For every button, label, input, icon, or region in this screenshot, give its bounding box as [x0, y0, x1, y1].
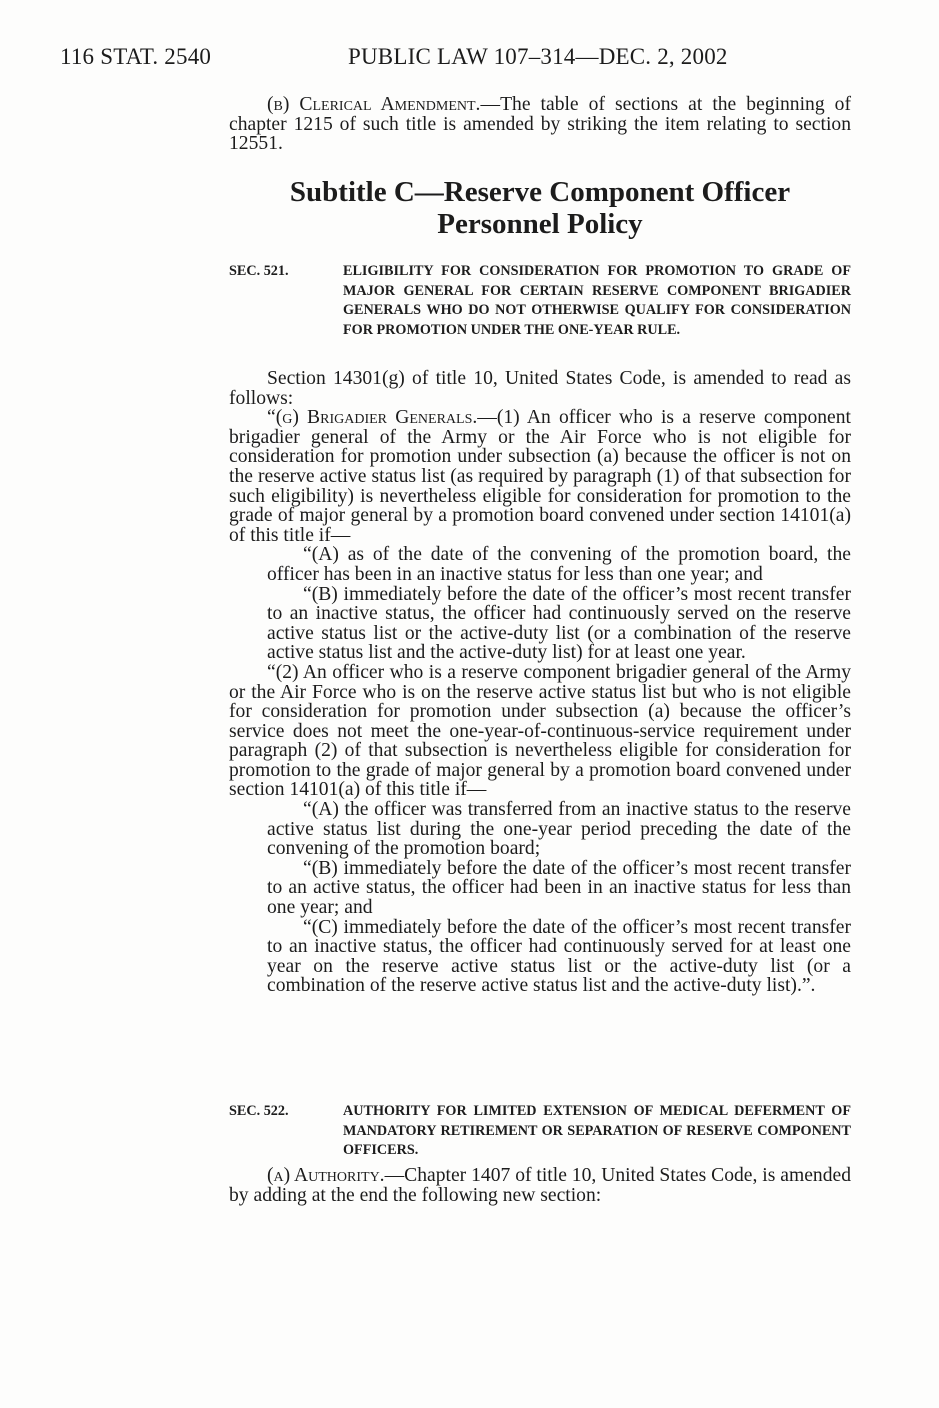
subsection-g-2-a: “(A) the officer was transferred from an inactive status to the reserve active status list during the one-year period preceding the date of the convening of the promotion board;: [267, 799, 851, 860]
subtitle-line-1: Subtitle C—Reserve Component Officer: [289, 176, 791, 208]
section-521-intro: Section 14301(g) of title 10, United States Code, is amended to read as follows:: [229, 368, 851, 409]
section-522-number: SEC. 522.: [229, 1103, 289, 1119]
subsection-g-1-b: “(B) immediately before the date of the officer’s most recent transfer to an inactive status, the officer had continuously served on the reserve active status list or the active-duty list (or a combination of the reserve active status list and the active-duty list) for at least one year.: [267, 583, 851, 664]
section-521-number: SEC. 521.: [229, 263, 289, 279]
section-521-body: [229, 369, 851, 996]
clerical-amendment-text: —The table of sections at the beginning of chapter 1215 of such title is amended by striking the item relating to section 12551.: [229, 94, 851, 155]
clerical-amendment-label: (b) Clerical Amendment.: [267, 94, 481, 115]
subsection-g-label: “(g) Brigadier Generals.: [267, 407, 478, 429]
section-522-a-label: (a) Authority.: [267, 1165, 385, 1186]
subtitle-line-2: Personnel Policy: [437, 208, 643, 240]
section-521-heading: [229, 262, 851, 340]
subsection-g-paragraph-1: [229, 408, 851, 545]
subsection-g-paragraph-2: “(2) An officer who is a reserve component brigadier general of the Army or the Air Force who is on the reserve active status list but who is not eligible for consideration for promotion under subsection (a) because the officer’s service does not meet the one-year-of-continuous-service requirement under paragraph (2) of that subsection is nevertheless eligible for consideration for promotion to the grade of major general by a promotion board convened under section 14101(a) of this title if—: [229, 661, 851, 801]
section-522-subsection-a: [229, 1166, 851, 1205]
subsection-g-paragraph-1-text: —(1) An officer who is a reserve component brigadier general of the Army or the Air Force who is not eligible for consideration for promotion under subsection (a) because the officer is not on the reserve active status list (as required by paragraph (1) of that subsection for such eligibility) is nevertheless eligible for consideration for promotion to the grade of major general by a promotion board convened under section 14101(a) of this title if—: [229, 407, 851, 546]
page-reference: 116 STAT. 2540: [60, 44, 212, 69]
subsection-g-2-c: “(C) immediately before the date of the officer’s most recent transfer to an inactive status, the officer had continuously served for at least one year on the reserve active status list or the active-duty list (or a combination of the reserve active status list and the active-duty list).”.: [267, 916, 851, 997]
section-522-caption: AUTHORITY FOR LIMITED EXTENSION OF MEDICAL DEFERMENT OF MANDATORY RETIREMENT OR SEPARATION OF RESERVE COMPONENT OFFICERS.: [343, 1103, 851, 1159]
subsection-g-1-a: “(A) as of the date of the convening of the promotion board, the officer has been in an inactive status for less than one year; and: [267, 544, 851, 585]
law-reference: PUBLIC LAW 107–314—DEC. 2, 2002: [348, 44, 728, 69]
subsection-g-2-b: “(B) immediately before the date of the officer’s most recent transfer to an active status, the officer had been in an inactive status for less than one year; and: [267, 857, 851, 919]
subtitle-heading: [229, 176, 851, 240]
section-522-a-text: —Chapter 1407 of title 10, United States Code, is amended by adding at the end the following new section:: [229, 1165, 851, 1206]
section-521-caption: ELIGIBILITY FOR CONSIDERATION FOR PROMOTION TO GRADE OF MAJOR GENERAL FOR CERTAIN RESERVE COMPONENT BRIGADIER GENERALS WHO DO NOT OTHERWISE QUALIFY FOR CONSIDERATION FOR PROMOTION UNDER THE ONE-YEAR RULE.: [343, 263, 851, 338]
clerical-amendment-paragraph: [229, 95, 851, 154]
section-522-heading: [229, 1102, 851, 1161]
